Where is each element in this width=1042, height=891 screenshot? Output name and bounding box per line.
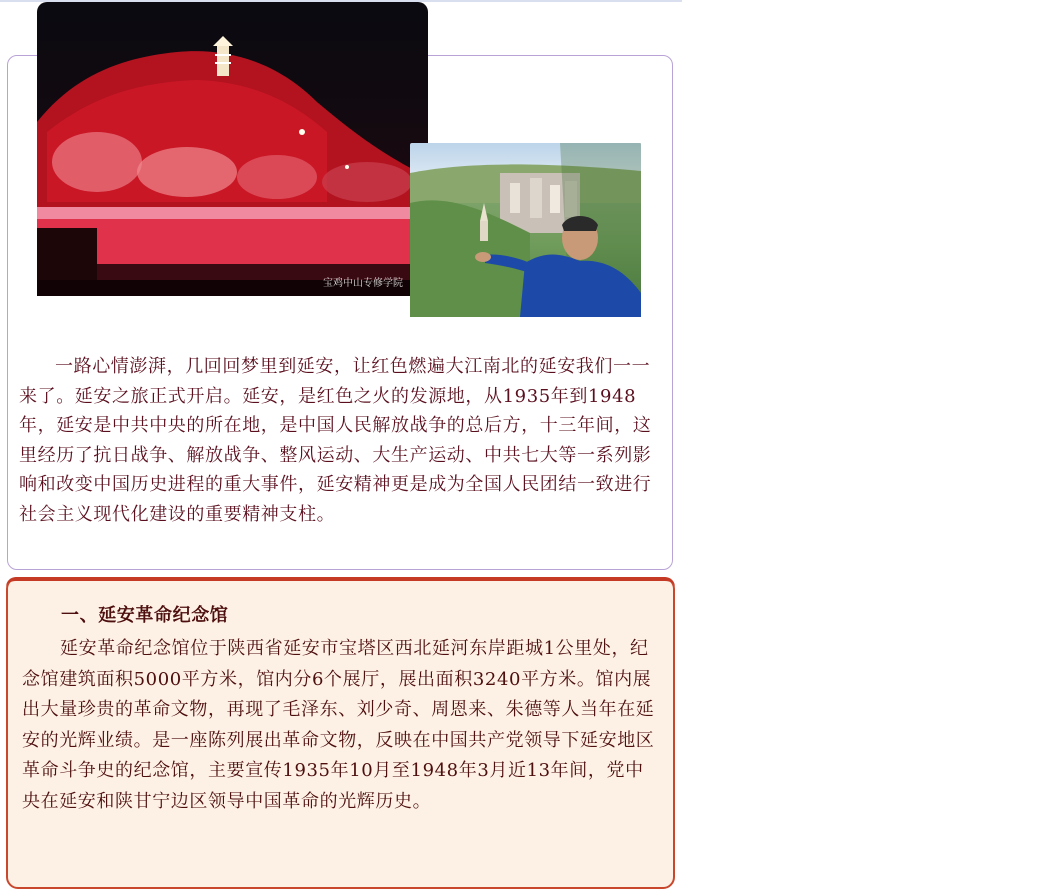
intro-paragraph: 一路心情澎湃，几回回梦里到延安，让红色燃遍大江南北的延安我们一一来了。延安之旅正式开启。延安，是红色之火的发源地，从1935年到1948年，延安是中共中央的所在地，是中国人民解放战争的总后方，十三年间，这里经历了抗日战争、解放战争、整风运动、大生产运动、中共七大等一系列影响和改变中国历史进程的重大事件，延安精神更是成为全国人民团结一致进行社会主义现代化建设的重要精神支柱。 bbox=[19, 356, 652, 525]
section-title: 一、延安革命纪念馆 bbox=[61, 605, 229, 626]
watermark: 宝鸡中山专修学院 bbox=[994, 448, 1042, 455]
watermark: 宝鸡中山专修学院 bbox=[323, 278, 403, 289]
pagoda-hill-night-photo bbox=[37, 2, 428, 296]
man-overlooking-city-photo bbox=[410, 143, 1042, 455]
section-paragraph: 延安革命纪念馆位于陕西省延安市宝塔区西北延河东岸距城1公里处，纪念馆建筑面积5000平方米，馆内分6个展厅，展出面积3240平方米。馆内展出大量珍贵的革命文物，再现了毛泽东、刘少奇、周恩来、朱德等人当年在延安的光辉业绩。是一座陈列展出革命文物，反映在中国共产党领导下延安地区革命斗争史的纪念馆，主要宣传1935年10月至1948年3月近13年间，党中央在延安和陕甘宁边区领导中国革命的光辉历史。 bbox=[22, 638, 655, 812]
